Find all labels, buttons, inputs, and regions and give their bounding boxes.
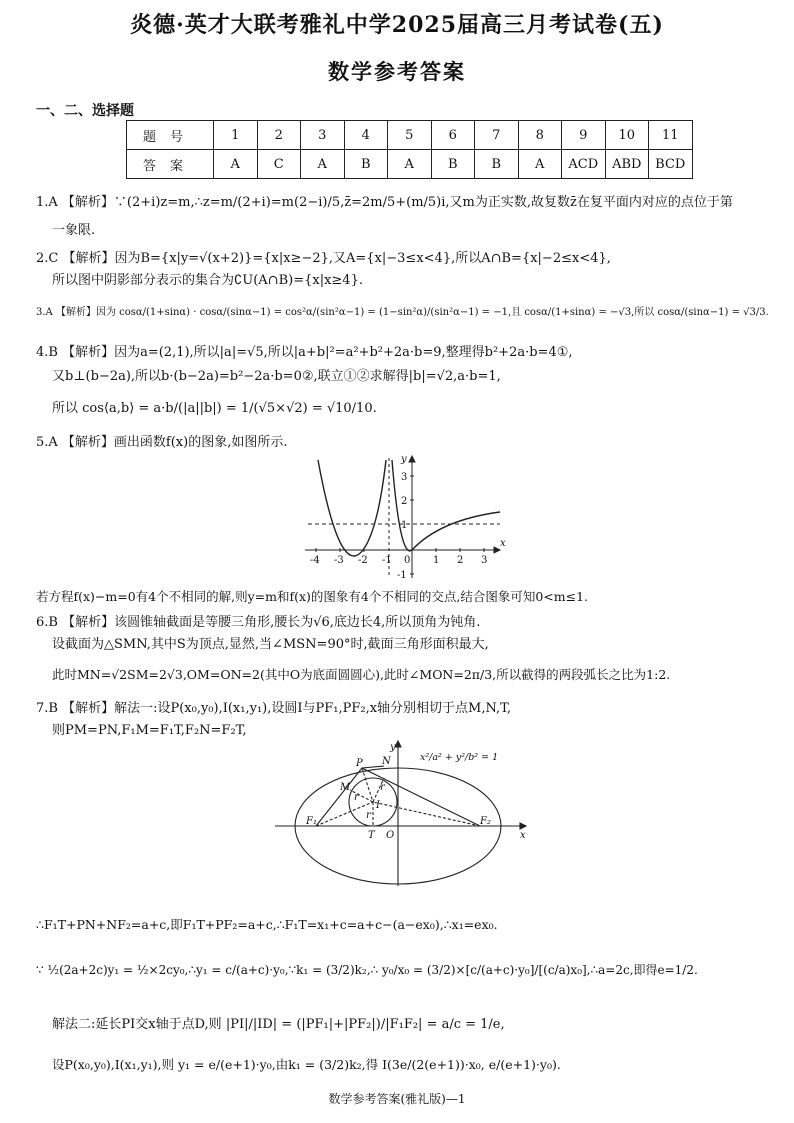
label-n: N [382,756,391,767]
table-cell: B [475,150,519,179]
q7-line2: 则PM=PN,F₁M=F₁T,F₂N=F₂T, [52,723,247,738]
q7-line6: 设P(x₀,y₀),I(x₁,y₁),则 y₁ = e/(e+1)·y₀,由k₁ = (3/2)k₂,得 I(3e/(2(e+1))·x₀, e/(e+1)·y₀). [52,1057,561,1072]
q5-line2: 若方程f(x)−m=0有4个不相同的解,则y=m和f(x)的图象有4个不相同的交点,结合图象可知0<m≤1. [36,589,589,604]
table-cell: 1 [214,121,258,150]
label-x: x [520,830,526,841]
label-r: r [380,782,385,793]
q2-line2: 所以图中阴影部分表示的集合为∁U(A∩B)={x|x≥4}. [52,273,363,288]
table-cell: A [301,150,345,179]
table-cell: B [431,150,475,179]
q2-line1: 2.C 【解析】因为B={x|y=√(x+2)}={x|x≥−2},又A={x|−3≤x<4},所以A∩B={x|−2≤x<4}, [36,251,611,266]
q6-line2: 设截面为△SMN,其中S为顶点,显然,当∠MSN=90°时,截面三角形面积最大, [52,637,489,652]
label-p: P [356,758,363,769]
q6-line3: 此时MN=√2SM=2√3,OM=ON=2(其中O为底面圆圆心),此时∠MON=2π/3,所以截得的两段弧长之比为1:2. [52,667,671,682]
section-label: 一、二、选择题 [36,103,134,119]
segment-pn [362,766,384,768]
table-cell: 8 [518,121,562,150]
table-cell: BCD [649,150,693,179]
table-cell: C [257,150,301,179]
curve-right [392,460,500,551]
x-tick: -2 [358,555,368,566]
ellipse-diagram [270,738,540,888]
y-tick: 2 [401,496,408,507]
x-tick: -4 [310,555,320,566]
x-tick: 1 [433,555,440,566]
label-r: r [366,810,371,821]
table-cell: 2 [257,121,301,150]
table-cell: A [214,150,258,179]
x-tick: -3 [334,555,344,566]
q5-line1: 5.A 【解析】画出函数f(x)的图象,如图所示. [36,435,288,450]
x-tick: -1 [382,555,392,566]
answer-table [126,120,693,179]
table-cell: 5 [388,121,432,150]
table-cell: B [344,150,388,179]
row-header: 答案 [127,150,214,179]
x-tick: 3 [481,555,488,566]
label-i: I [376,800,380,811]
table-cell: 9 [562,121,606,150]
table-cell: A [518,150,562,179]
label-f2: F₂ [480,816,491,827]
y-arrow-icon [395,741,401,747]
x-tick: 2 [457,555,464,566]
y-tick: 3 [401,472,408,483]
table-cell: 6 [431,121,475,150]
q6-line1: 6.B 【解析】该圆锥轴截面是等腰三角形,腰长为√6,底边长4,所以顶角为钝角. [36,615,481,630]
ellipse-equation: x²/a² + y²/b² = 1 [420,752,499,763]
function-graph [300,450,510,585]
row-header: 题号 [127,121,214,150]
y-tick: -1 [397,570,407,581]
q4-line1: 4.B 【解析】因为a=(2,1),所以|a|=√5,所以|a+b|²=a²+b²+2a·b=9,整理得b²+2a·b=4①, [36,345,573,360]
x-tick: 0 [404,555,411,566]
label-y: y [390,742,396,753]
table-cell: ACD [562,150,606,179]
table-cell: 4 [344,121,388,150]
table-cell: ABD [605,150,649,179]
y-axis-label: y [401,454,407,465]
y-tick: 1 [401,520,408,531]
q7-line1: 7.B 【解析】解法一:设P(x₀,y₀),I(x₁,y₁),设圆I与PF₁,PF₂,x轴分别相切于点M,N,T, [36,701,512,716]
y-arrow-icon [409,456,415,462]
table-cell: 3 [301,121,345,150]
x-arrow-icon [520,823,526,829]
label-t: T [368,830,375,841]
label-r: r [354,792,359,803]
q4-line2: 又b⊥(b−2a),所以b·(b−2a)=b²−2a·b=0②,联立①②求解得|b|=√2,a·b=1, [52,369,501,384]
q7-line3: ∴F₁T+PN+NF₂=a+c,即F₁T+PF₂=a+c,∴F₁T=x₁+c=a+c−(a−ex₀),∴x₁=ex₀. [36,917,498,932]
table-cell: 7 [475,121,519,150]
answer-table-answer-row [127,150,693,179]
curve-left [318,460,386,556]
x-axis-label: x [500,538,506,549]
label-m: M [340,782,351,793]
q7-line5: 解法二:延长PI交x轴于点D,则 |PI|/|ID| = (|PF₁|+|PF₂|)/|F₁F₂| = a/c = 1/e, [52,1017,505,1032]
q1-line2: 一象限. [52,223,96,238]
label-o: O [386,830,395,841]
table-cell: 10 [605,121,649,150]
page-footer: 数学参考答案(雅礼版)—1 [328,1092,466,1106]
table-cell: 11 [649,121,693,150]
page-title: 炎德·英才大联考雅礼中学2025届高三月考试卷(五) [130,12,664,38]
page-subtitle: 数学参考答案 [328,59,466,84]
q4-line3: 所以 cos⟨a,b⟩ = a·b/(|a||b|) = 1/(√5×√2) = √10/10. [52,401,377,416]
table-cell: A [388,150,432,179]
q7-line4: ∵ ½(2a+2c)y₁ = ½×2cy₀,∴y₁ = c/(a+c)·y₀,∵k₁ = (3/2)k₂,∴ y₀/x₀ = (3/2)×[c/(a+c)·y₀]/[(c/a)x₀],∴a=2c,即得e=1/2. [36,963,698,977]
q1-line1: 1.A 【解析】∵(2+i)z=m,∴z=m/(2+i)=m(2−i)/5,z̄=2m/5+(m/5)i,又m为正实数,故复数z̄在复平面内对应的点位于第 [36,195,733,210]
q3-line1: 3.A 【解析】因为 cosα/(1+sinα) · cosα/(sinα−1) = cos²α/(sin²α−1) = (1−sin²α)/(sin²α−1) = −1,且 cosα/(1+sinα) = −√3,所以 cosα/(sinα−1) = √3/3. [36,307,769,318]
answer-table-number-row [127,121,693,150]
label-f1: F₁ [306,816,317,827]
